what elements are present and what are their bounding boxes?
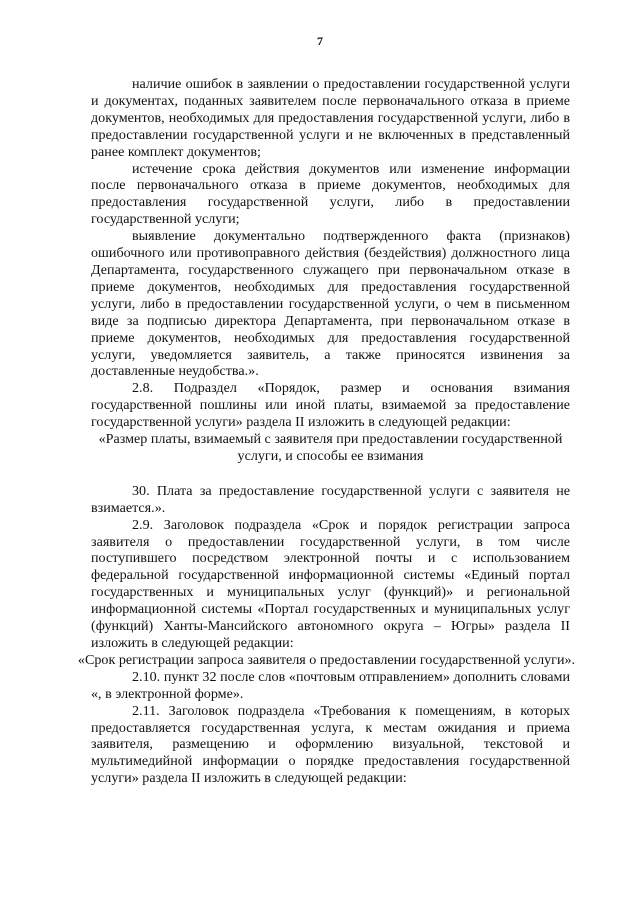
subsection-heading-fee: «Размер платы, взимаемый с заявителя при предоставлении государственной услуги, и способы ее взимания <box>98 431 563 464</box>
paragraph-item-2-9: 2.9. Заголовок подраздела «Срок и порядок регистрации запроса заявителя о предоставлении государственной услуги, в том числе поступившего посредством электронной почты и с использованием федеральной государственной информационной системы «Единый портал государственных и муниципальных услуг (функций)» и региональной информационной системы «Портал государственных и муниципальных услуг (функций) Ханты-Мансийского автономного округа – Югры» раздела II изложить в следующей редакции: <box>91 516 570 651</box>
paragraph-item-2-10: 2.10. пункт 32 после слов «почтовым отправлением» дополнить словами «, в электронной форме». <box>91 668 570 702</box>
subsection-heading-registration: «Срок регистрации запроса заявителя о предоставлении государственной услуги». <box>77 651 576 668</box>
page-number: 7 <box>317 34 323 48</box>
document-body <box>77 76 576 787</box>
paragraph-errors-in-application: наличие ошибок в заявлении о предоставлении государственной услуги и документах, поданных заявителем после первоначального отказа в приеме документов, необходимых для предоставления государственной услуги, либо в предоставлении государственной услуги и не включенных в представленный ранее комплект документов; <box>91 76 570 160</box>
paragraph-erroneous-action: выявление документально подтвержденного факта (признаков) ошибочного или противоправного действия (бездействия) должностного лица Департамента, государственного служащего при первоначальном отказе в приеме документов, необходимых для предоставления государственной услуги, либо в предоставлении государственной услуги, о чем в письменном виде за подписью директора Департамента, при первоначальном отказе в приеме документов, необходимых для предоставления государственной услуги, уведомляется заявитель, а также приносятся извинения за доставленные неудобства.». <box>91 228 570 380</box>
paragraph-item-30: 30. Плата за предоставление государственной услуги с заявителя не взимается.». <box>91 482 570 516</box>
paragraph-document-expiry: истечение срока действия документов или изменение информации после первоначального отказа в приеме документов, необходимых для предоставления государственной услуги, либо в предоставлении государственной услуги; <box>91 160 570 228</box>
paragraph-item-2-11: 2.11. Заголовок подраздела «Требования к помещениям, в которых предоставляется государственная услуга, к местам ожидания и приема заявителя, размещению и оформлению визуальной, текстовой и мультимедийной информации о порядке предоставления государственной услуги» раздела II изложить в следующей редакции: <box>91 702 570 787</box>
paragraph-item-2-8: 2.8. Подраздел «Порядок, размер и основания взимания государственной пошлины или иной платы, взимаемой за предоставление государственной услуги» раздела II изложить в следующей редакции: <box>91 380 570 431</box>
